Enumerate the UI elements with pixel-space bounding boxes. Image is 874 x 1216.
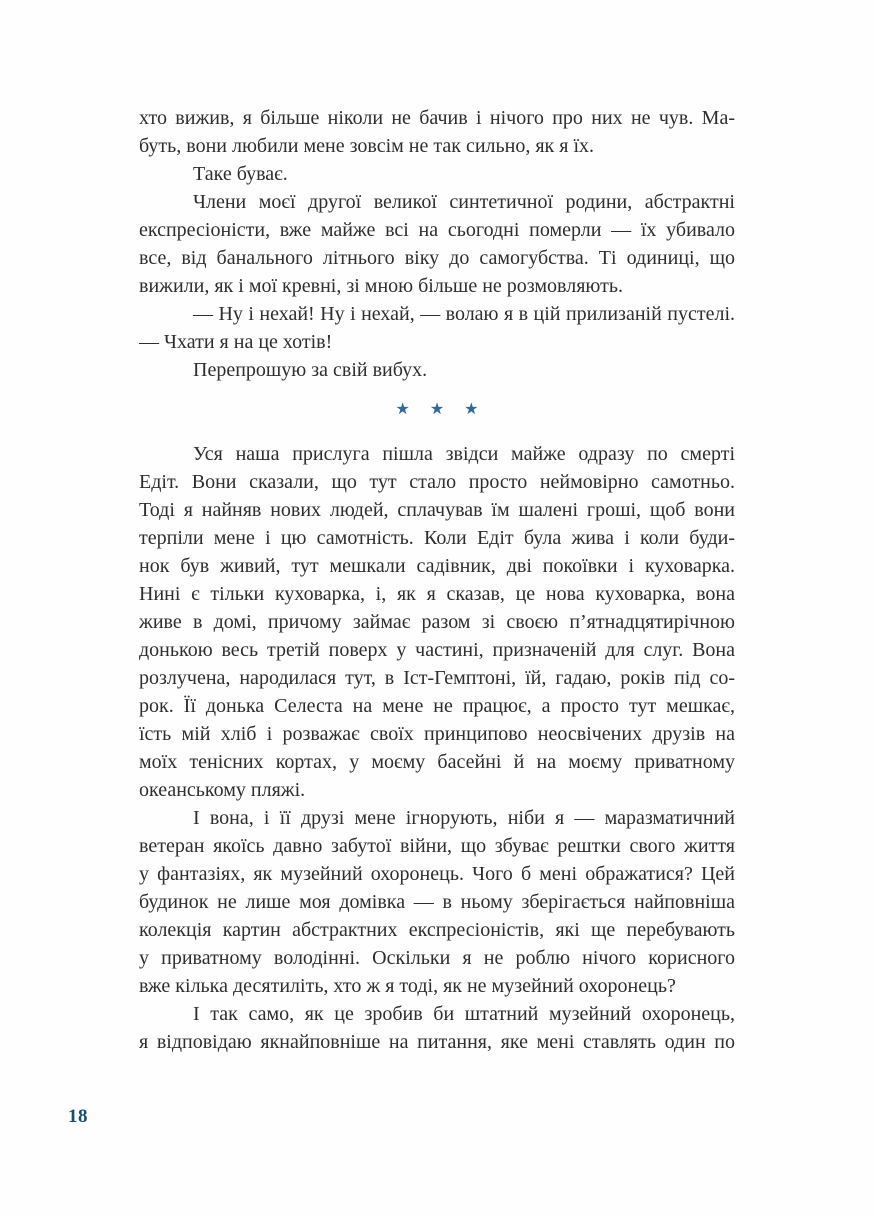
paragraph xyxy=(139,440,735,804)
text-line: — Ну і нехай! Ну і нехай, — волаю я в цій прилизаній пустелі. xyxy=(193,303,735,325)
text-line: буть, вони любили мене зовсім не так сильно, як я їх. xyxy=(139,135,594,157)
text-line: Уся наша прислуга пішла звідси майже одразу по смерті xyxy=(193,443,735,465)
text-line: нок був живий, тут мешкали садівник, дві покоївки і куховарка. xyxy=(139,555,735,577)
text-line: донькою весь третій поверх у частині, призначеній для слуг. Вона xyxy=(139,639,735,661)
text-line: Перепрошую за свій вибух. xyxy=(193,359,428,381)
paragraph xyxy=(139,804,735,1000)
paragraph xyxy=(139,1000,735,1056)
text-block xyxy=(139,104,735,1056)
text-line: будинок не лише моя домівка — в ньому зберігається найповніша xyxy=(139,891,735,913)
text-line: моїх тенісних кортах, у моєму басейні й на моєму приватному xyxy=(139,751,735,773)
text-line: Члени моєї другої великої синтетичної родини, абстрактні xyxy=(193,191,735,213)
star-icon: ★ xyxy=(429,401,445,418)
star-icon: ★ xyxy=(395,401,410,418)
text-line: розлучена, народилася тут, в Іст-Гемптоні, їй, гадаю, років під со- xyxy=(139,667,735,689)
text-line: рок. Її донька Селеста на мене не працює, а просто тут мешкає, xyxy=(139,695,735,717)
text-line: І вона, і її друзі мене ігнорують, ніби я — маразматичний xyxy=(193,807,735,829)
text-line: експресіоністи, вже майже всі на сьогодні померли — їх убивало xyxy=(139,219,735,241)
text-line: вже кілька десятиліть, хто ж я тоді, як не музейний охоронець? xyxy=(139,975,676,997)
paragraph xyxy=(139,188,735,300)
text-line: все, від банального літнього віку до самогубства. Ті одиниці, що xyxy=(139,247,735,269)
text-line: хто вижив, я більше ніколи не бачив і нічого про них не чув. Ма- xyxy=(139,107,735,129)
text-line: — Чхати я на це хотів! xyxy=(139,331,333,353)
text-line: ветеран якоїсь давно забутої війни, що збуває рештки свого життя xyxy=(139,835,735,857)
text-line: Едіт. Вони сказали, що тут стало просто неймовірно самотньо. xyxy=(139,471,735,493)
text-line: живе в домі, причому займає разом зі своєю п’ятнадцятирічною xyxy=(139,611,735,633)
text-line: я відповідаю якнайповніше на питання, яке мені ставлять один по xyxy=(139,1031,735,1053)
section-separator xyxy=(139,396,735,424)
text-line: І так само, як це зробив би штатний музейний охоронець, xyxy=(193,1003,735,1025)
text-line: терпіли мене і цю самотність. Коли Едіт була жива і коли буди- xyxy=(139,527,735,549)
text-line: колекція картин абстрактних експресіоністів, які ще перебувають xyxy=(139,919,735,941)
paragraph xyxy=(139,356,735,384)
text-line: Тоді я найняв нових людей, сплачував їм шалені гроші, щоб вони xyxy=(139,499,735,521)
text-line: Таке буває. xyxy=(193,163,288,185)
paragraph xyxy=(139,300,735,356)
text-line: Нині є тільки куховарка, і, як я сказав, це нова куховарка, вона xyxy=(139,583,735,605)
text-line: океанському пляжі. xyxy=(139,779,306,801)
page-number: 18 xyxy=(68,1106,88,1127)
text-line: їсть мій хліб і розважає своїх принципово неосвічених друзів на xyxy=(139,723,735,745)
text-line: вижили, як і мої кревні, зі мною більше не розмовляють. xyxy=(139,275,623,297)
text-line: у приватному володінні. Оскільки я не роблю нічого корисного xyxy=(139,947,735,969)
star-icon: ★ xyxy=(464,401,479,418)
paragraph xyxy=(139,104,735,160)
paragraph xyxy=(139,160,735,188)
text-line: у фантазіях, як музейний охоронець. Чого б мені ображатися? Цей xyxy=(139,863,735,885)
